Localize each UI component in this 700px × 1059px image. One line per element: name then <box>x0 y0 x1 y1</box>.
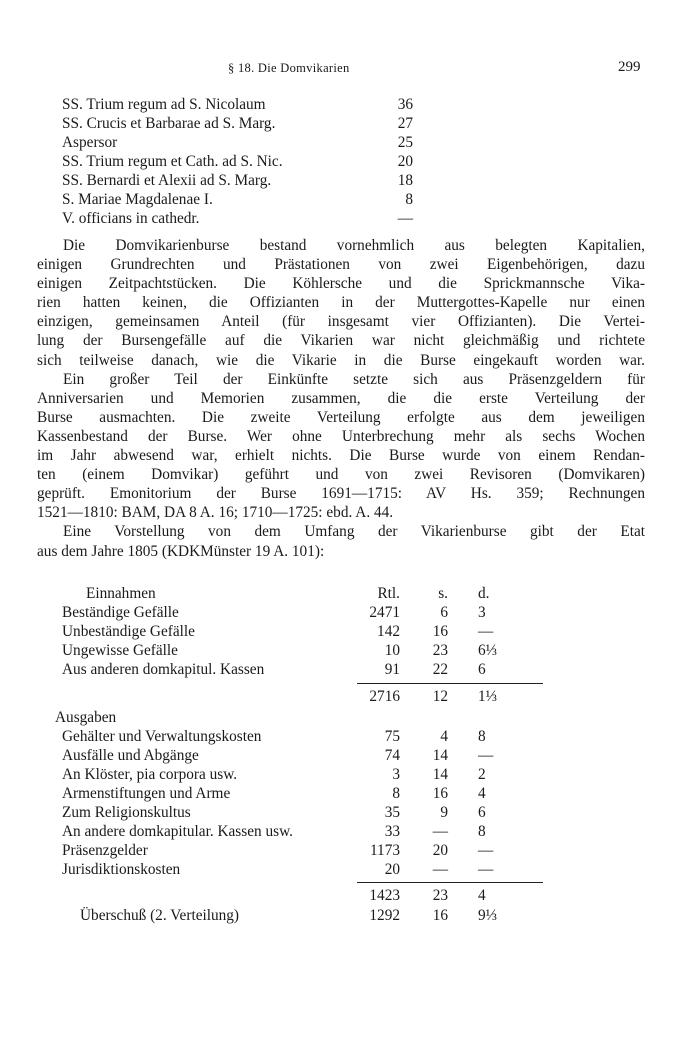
text-line: ten (einem Domvikar) geführt und von zwei Revisoren (Domvikaren) <box>37 466 645 484</box>
text-line: im Jahr abwesend war, erhielt nichts. Die Burse wurde von einem Rendan- <box>37 447 645 465</box>
text-line: aus dem Jahre 1805 (KDKMünster 19 A. 101): <box>37 542 325 560</box>
einnahmen-heading: Einnahmen <box>86 585 156 602</box>
text-line: geprüft. Emonitorium der Burse 1691—1715: AV Hs. 359; Rechnungen <box>37 485 645 503</box>
text-line: einigen Grundrechten und Prästationen von zwei Eigenbehörigen, dazu <box>37 256 645 274</box>
col-header-s: s. <box>438 585 448 602</box>
table-row: Beständige Gefälle 2471 6 3 <box>62 604 486 621</box>
einnahmen-total-row: 2716 12 1⅓ <box>369 688 498 705</box>
text-line: Die Domvikarienburse bestand vornehmlich aus belegten Kapitalien, <box>63 237 645 254</box>
body-text <box>37 236 645 561</box>
sum-rule <box>357 882 543 883</box>
table-row: Ungewisse Gefälle 10 23 6⅓ <box>62 642 498 659</box>
etat-header-row <box>0 585 700 605</box>
paragraph-2 <box>37 370 645 523</box>
table-row: Zum Religionskultus 35 9 6 <box>62 804 486 821</box>
paragraph-3 <box>37 522 645 560</box>
text-line: lung der Bursengefälle auf die Vikarien war nicht gleichmäßig und richtete <box>37 332 645 350</box>
table-row: Präsenzgelder 1173 20 — <box>62 842 494 859</box>
table-row: Armenstiftungen und Arme 8 16 4 <box>62 785 486 802</box>
list-item: SS. Trium regum et Cath. ad S. Nic. 20 <box>62 153 413 170</box>
list-item: S. Mariae Magdalenae I. 8 <box>62 191 413 208</box>
ueberschuss-row: Überschuß (2. Verteilung) 1292 16 9⅓ <box>80 907 498 924</box>
table-row: Aus anderen domkapitul. Kassen 91 22 6 <box>62 661 486 678</box>
text-line: 1521—1810: BAM, DA 8 A. 16; 1710—1725: ebd. A. 44. <box>37 504 394 522</box>
text-line: Anniversarien und Memorien zusammen, die die erste Verteilung der <box>37 389 645 407</box>
text-line: einzigen, gemeinsamen Anteil (für insgesamt vier Offizianten). Die Vertei- <box>37 313 645 331</box>
paragraph-1 <box>37 236 645 370</box>
text-line: Burse ausmachten. Die zweite Verteilung erfolgte aus dem jeweiligen <box>37 408 645 426</box>
vicarie-list <box>62 95 442 228</box>
list-item: SS. Trium regum ad S. Nicolaum 36 <box>62 96 413 113</box>
ausgaben-header-row <box>0 709 700 729</box>
list-item: Aspersor 25 <box>62 134 413 151</box>
text-line: Eine Vorstellung von dem Umfang der Vikarienburse gibt der Etat <box>63 523 645 541</box>
list-item: SS. Crucis et Barbarae ad S. Marg. 27 <box>62 115 413 132</box>
header-title: § 18. Die Domvikarien <box>228 61 350 75</box>
table-row: An Klöster, pia corpora usw. 3 14 2 <box>62 766 486 783</box>
text-line: rien hatten keinen, die Offizianten in der Muttergottes-Kapelle nur einen <box>37 294 645 312</box>
text-line: Ein großer Teil der Einkünfte setzte sich aus Präsenzgeldern für <box>63 370 645 388</box>
list-item: SS. Bernardi et Alexii ad S. Marg. 18 <box>62 172 413 189</box>
col-header-rtl: Rtl. <box>377 585 400 602</box>
ausgaben-heading: Ausgaben <box>55 709 117 726</box>
page-number: 299 <box>618 59 641 75</box>
text-line: Kassenbestand der Burse. Wer ohne Unterbrechung mehr als sechs Wochen <box>37 427 645 445</box>
col-header-d: d. <box>478 585 490 602</box>
text-line: einigen Zeitpachtstücken. Die Köhlersche und die Sprickmannsche Vika- <box>37 275 645 293</box>
ausgaben-total-row: 1423 23 4 <box>369 887 486 904</box>
table-row: Unbeständige Gefälle 142 16 — <box>62 623 494 640</box>
table-row: Jurisdiktionskosten 20 — — <box>62 861 494 878</box>
table-row: An andere domkapitular. Kassen usw. 33 — 8 <box>62 823 486 840</box>
table-row: Ausfälle und Abgänge 74 14 — <box>62 747 494 764</box>
text-line: sich teilweise danach, wie die Vikarie in die Burse eingekauft worden war. <box>37 351 645 369</box>
sum-rule <box>357 683 543 684</box>
table-row: Gehälter und Verwaltungskosten 75 4 8 <box>62 728 486 745</box>
running-header <box>0 61 700 81</box>
list-item: V. officians in cathedr. — <box>62 210 413 227</box>
